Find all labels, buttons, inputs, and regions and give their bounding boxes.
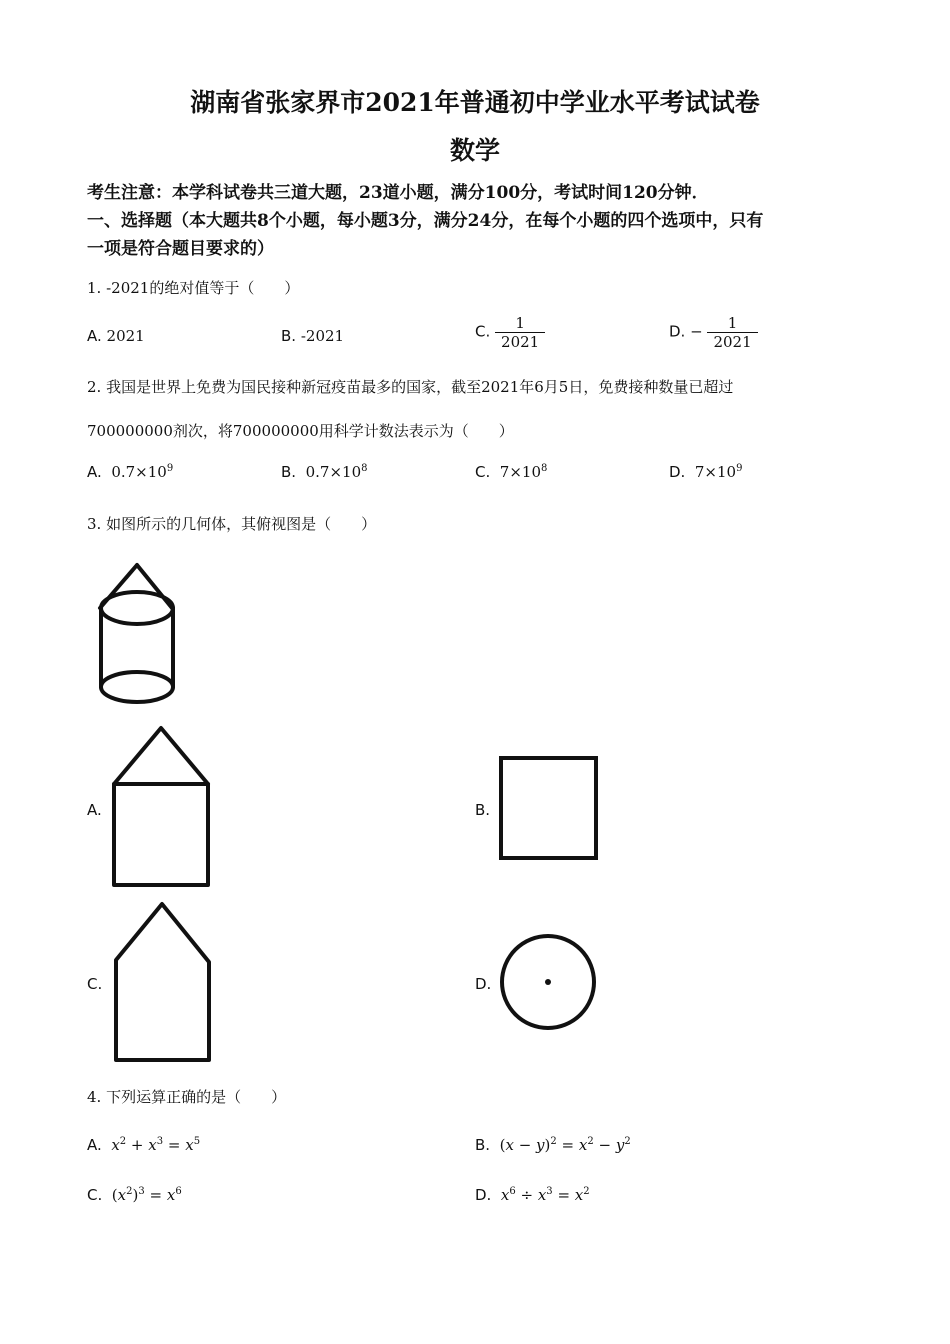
exam-title: 湖南省张家界市2021年普通初中学业水平考试试卷 [190,88,760,117]
q1-option-a-label: A. [87,327,102,345]
question-2-stem-line1: 2. 我国是世界上免费为国民接种新冠疫苗最多的国家，截至2021年6月5日，免费接种数量已超过 [87,378,734,396]
q4-option-d-formula: $x^6 \div x^3 = x^2$ [500,1186,590,1204]
q4-option-c [87,1186,182,1204]
q1-option-d-label: D. [669,322,686,341]
q4-option-c-formula: $(x^2)^3 = x^6$ [111,1186,182,1204]
q4-option-d-label: D. [475,1186,492,1204]
question-2-stem-line2: 700000000剂次，将700000000用科学计数法表示为（ ） [87,422,514,440]
q4-option-b-label: B. [475,1136,491,1154]
q2-option-b-exp: 8 [361,463,368,474]
exam-notice: 考生注意：本学科试卷共三道大题，23道小题，满分100分，考试时间120分钟． [87,183,709,203]
q1-option-d-numerator: 1 [727,314,738,332]
q4-option-a [87,1136,200,1154]
q4-option-a-formula: $x^2 + x^3 = x^5$ [111,1136,201,1154]
q2-option-b-base: 0.7×10 [305,463,362,481]
section-heading-cont: 一项是符合题目要求的） [87,239,274,259]
q1-option-b-value: -2021 [300,327,345,345]
q1-option-c-denominator: 2021 [495,332,545,351]
q4-option-c-label: C. [87,1186,103,1204]
question-3-stem: 3. 如图所示的几何体，其俯视图是（ ） [87,515,377,533]
q2-option-c-exp: 8 [541,463,548,474]
question-4-stem: 4. 下列运算正确的是（ ） [87,1088,287,1106]
q1-option-c-numerator: 1 [515,314,525,332]
q2-option-d-exp: 9 [736,463,743,474]
q1-option-d-denominator: 2021 [707,332,757,351]
q2-option-a-base: 0.7×10 [111,463,167,481]
q3-option-b-label: B. [475,801,491,819]
q2-option-d-label: D. [669,463,686,481]
q4-option-b-formula: $(x - y)^2 = x^2 - y^2$ [499,1136,631,1154]
q2-option-c-label: C. [475,463,491,481]
q2-option-c-base: 7×10 [499,463,541,481]
q4-option-b [475,1136,631,1154]
q1-option-c-label: C. [475,322,491,341]
q1-option-b-label: B. [281,327,297,345]
section-heading: 一、选择题（本大题共8个小题，每小题3分，满分24分，在每个小题的四个选项中，只有 [87,211,764,231]
q3-option-c-label: C. [87,975,103,993]
subject-title: 数学 [449,136,500,165]
q2-option-a-exp: 9 [166,463,174,474]
q4-option-d [475,1186,590,1204]
q1-option-a-value: 2021 [106,327,145,345]
question-1-stem: 1. -2021的绝对值等于（ ） [87,279,300,297]
q2-option-d-base: 7×10 [694,463,737,481]
q1-option-d-sign: − [690,322,703,341]
q2-option-b-label: B. [281,463,297,481]
q3-option-a-label: A. [87,801,102,819]
q3-option-d-label: D. [475,975,492,993]
q4-option-a-label: A. [87,1136,102,1154]
q2-option-a-label: A. [87,463,102,481]
